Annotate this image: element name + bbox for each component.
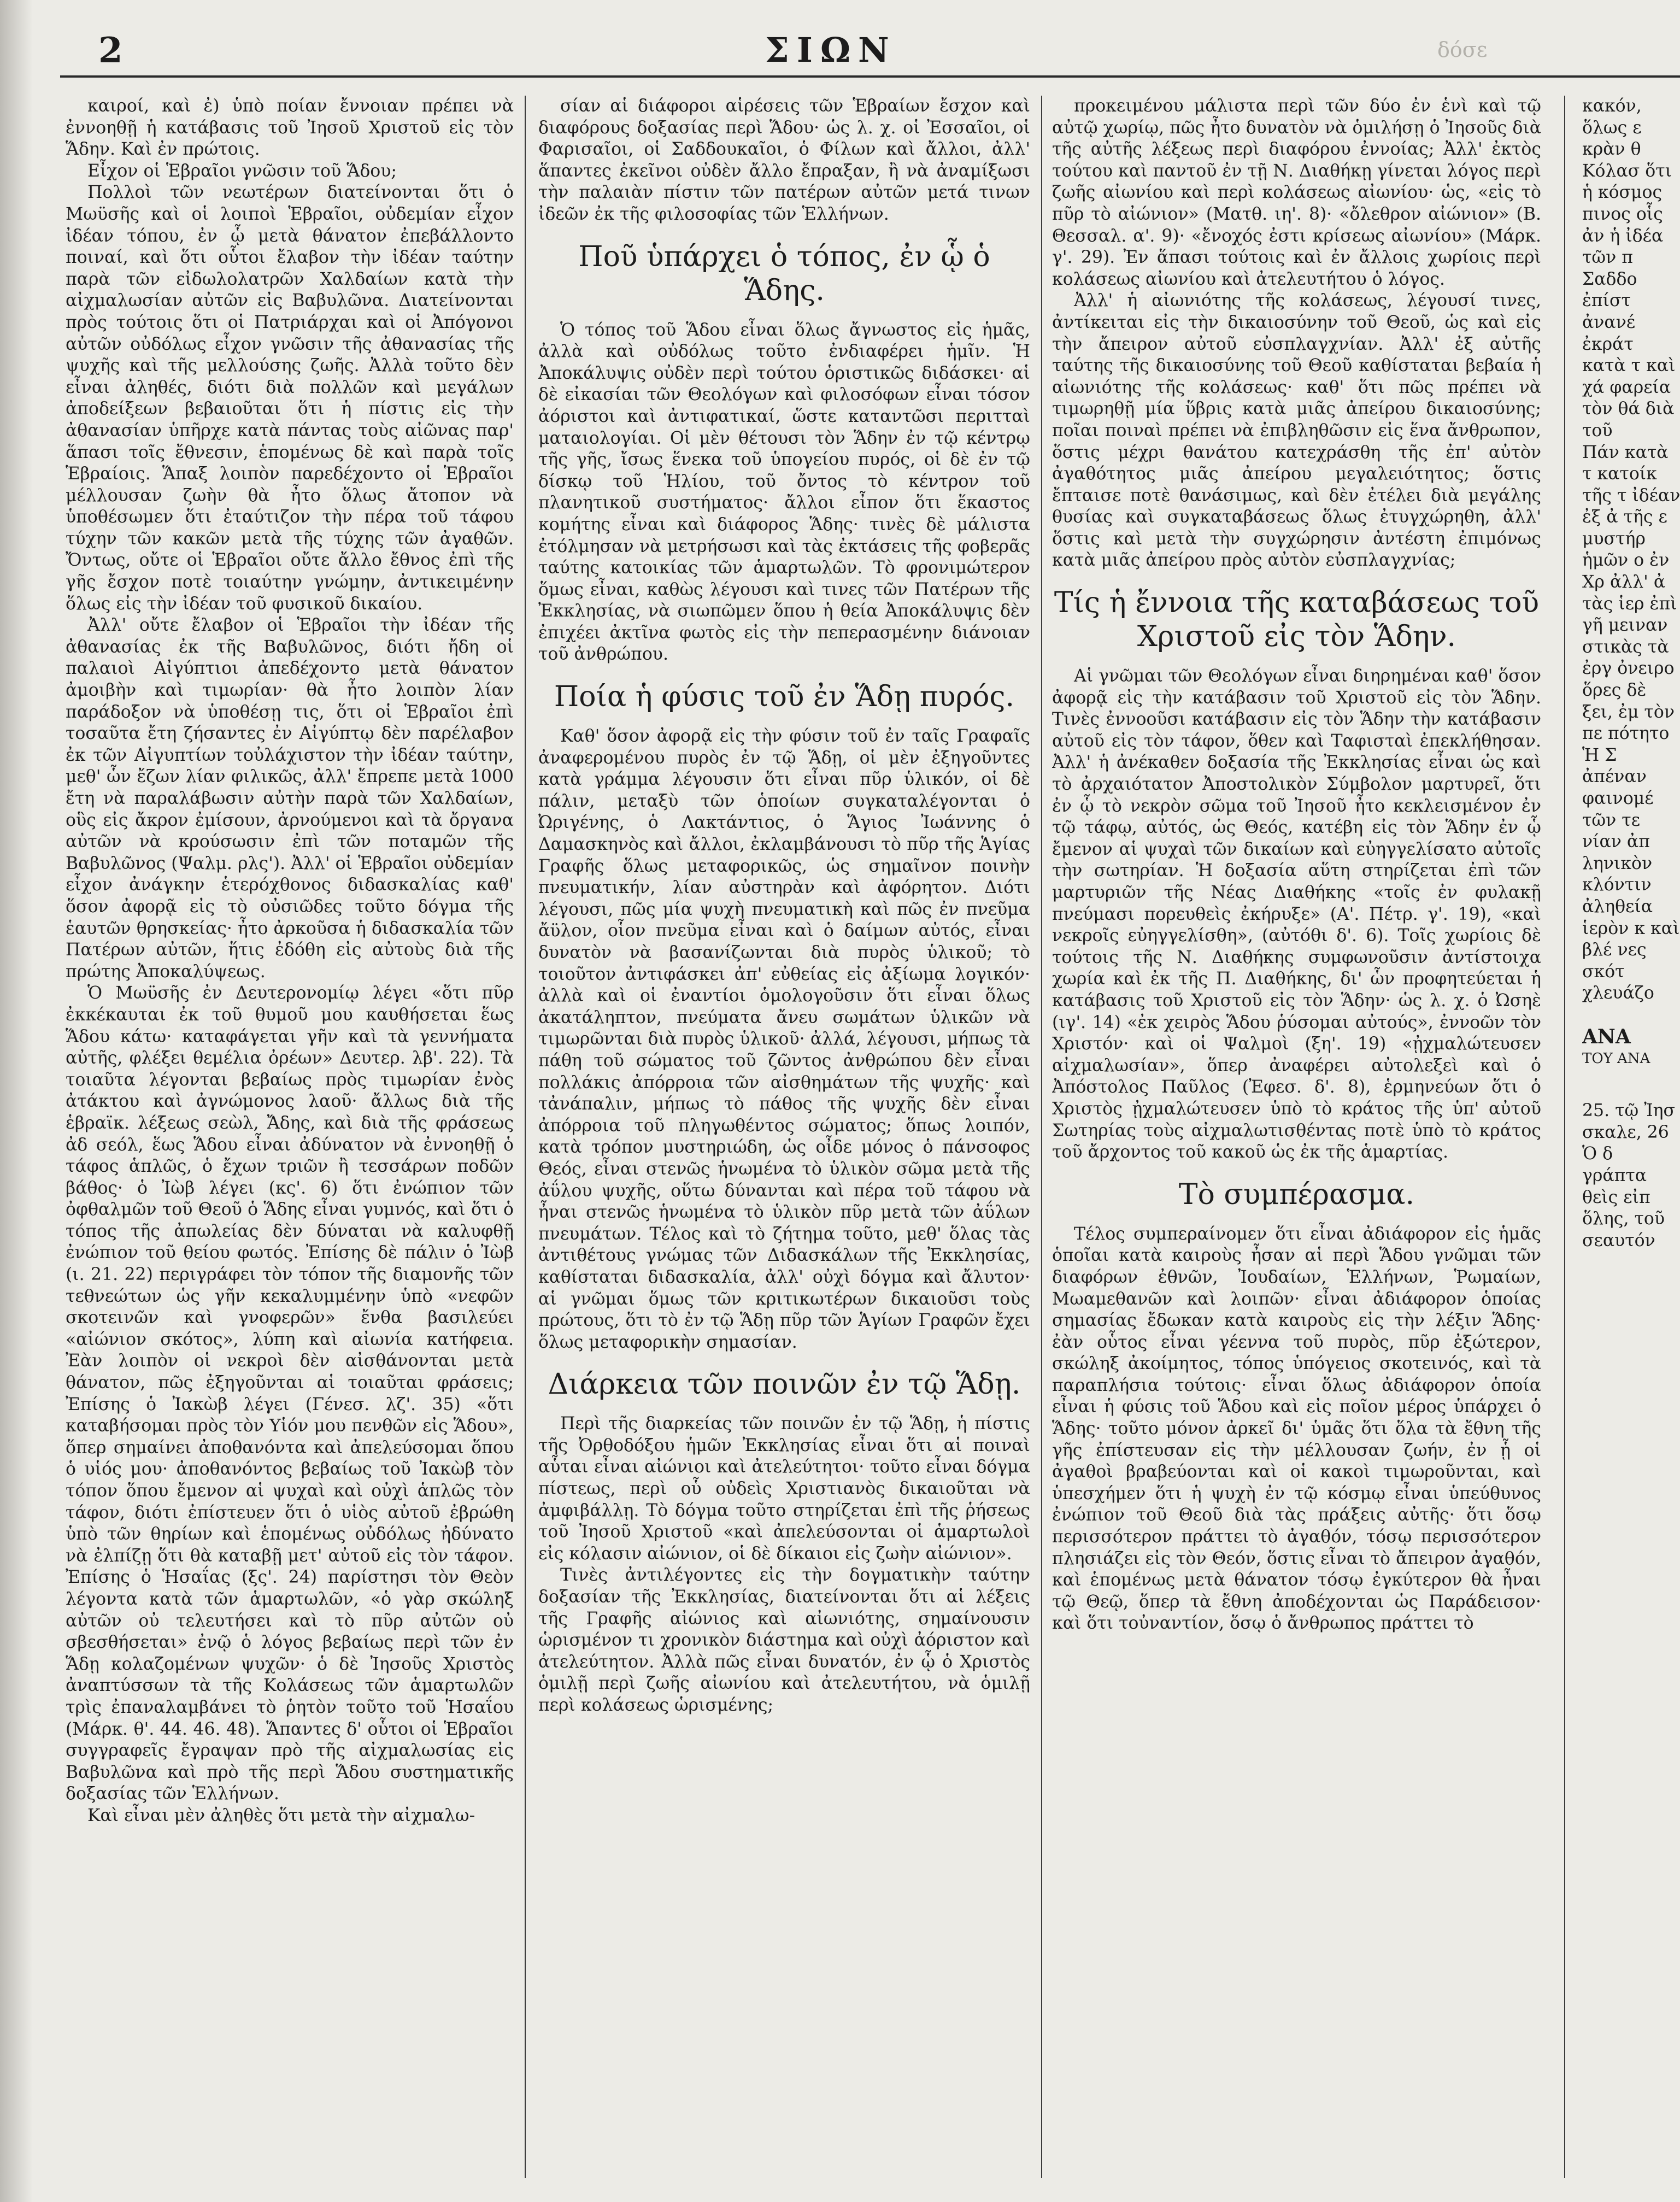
paragraph: σίαν αἱ διάφοροι αἱρέσεις τῶν Ἑβραίων ἔσχον καὶ διαφόρους δοξασίας περὶ Ἅδου· ὡς λ. χ. οἱ Ἐσσαῖοι, οἱ Φαρισαῖοι, οἱ Σαδδουκαῖοι, ὁ Φίλων καὶ ἄλλοι, ἀλλ' ἅπαντες ἐκεῖνοι οὐδὲν ἄλλο ἔπραξαν, ἢ νὰ ἀναμίξωσι τὴν παλαιὰν πίστιν τῶν πατέρων αὐτῶν μετά τινων ἰδεῶν ἐκ τῆς φιλοσοφίας τῶν Ἑλλήνων. xyxy=(538,96,1030,224)
section-heading: Ποῦ ὑπάρχει ὁ τόπος, ἐν ᾧ ὁ Ἅδης. xyxy=(578,240,990,307)
paragraph: Πολλοὶ τῶν νεωτέρων διατείνονται ὅτι ὁ Μωϋσῆς καὶ οἱ λοιποὶ Ἑβραῖοι, οὐδεμίαν εἶχον ἰδέαν τόπου, ἐν ᾧ μετὰ θάνατον ἐπεβάλλοντο ποιναί, καὶ ὅτι οὗτοι ἔλαβον τὴν ἰδέαν ταύτην παρὰ τῶν εἰδωλολατρῶν Χαλδαίων κατὰ τὴν αἰχμαλωσίαν αὐτῶν εἰς Βαβυλῶνα. Διατείνονται πρὸς τούτοις ὅτι οἱ Πατριάρχαι καὶ οἱ Ἀπόγονοι αὐτῶν οὐδόλως εἶχον γνῶσιν τῆς ἀθανασίας τῆς ψυχῆς καὶ τῆς μελλούσης ζωῆς. Ἀλλὰ τοῦτο δὲν εἶναι ἀληθές, διότι διὰ πολλῶν καὶ μεγάλων ἀποδείξεων βεβαιοῦται ὅτι ἡ πίστις εἰς τὴν ἀθανασίαν ὑπῆρχε κατὰ πάντας τοὺς αἰῶνας παρ' ἅπασι τοῖς ἔθνεσιν, ἑπομένως δὲ καὶ παρὰ τοῖς Ἑβραίοις. Ἅπαξ λοιπὸν παρεδέχοντο οἱ Ἑβραῖοι μέλλουσαν ζωὴν θὰ ἦτο ὅλως ἄτοπον νὰ ὑποθέσωμεν ὅτι ἐταύτιζον τὴν πέρα τοῦ τάφου τύχην τῶν κακῶν μετὰ τῆς τύχης τῶν ἀγαθῶν. Ὄντως, οὔτε οἱ Ἑβραῖοι οὔτε ἄλλο ἔθνος ἐπὶ τῆς γῆς ἔσχον ποτὲ τοιαύτην γνώμην, ἀντικειμένην ὅλως εἰς τὴν ἰδέαν τοῦ φυσικοῦ δικαίου. xyxy=(66,183,514,614)
column-divider xyxy=(525,96,526,2178)
cropped-text: Πάν κατὰ τ κατοίκ τῆς τ ἰδέαν ἐξ ἀ τῆς ε μυστήρ ἡμῶν ο ἐν Χρ ἀλλ' ἀ τὰς ἱερ ἐπὶ γῆ μειναν στικὰς τὰ ἐργ ὀνειρο ὅρες δὲ ξει, ἐμ τὸν πε πότητο xyxy=(1582,442,1680,744)
paragraph: Ἀλλ' οὔτε ἔλαβον οἱ Ἑβραῖοι τὴν ἰδέαν τῆς ἀθανασίας ἐκ τῆς Βαβυλῶνος, διότι ἤδη οἱ παλαιοὶ Αἰγύπτιοι ἀπεδέχοντο μετὰ θάνατον ἀμοιβὴν καὶ τιμωρίαν· θὰ ἦτο λοιπὸν λίαν παράδοξον νὰ ὑποθέσῃ τις, ὅτι οἱ Ἑβραῖοι ἐπὶ τοσαῦτα ἔτη ζήσαντες ἐν Αἰγύπτῳ δὲν παρέλαβον ἐκ τῶν Αἰγυπτίων τοὐλάχιστον τὴν ἰδέαν ταύτην, μεθ' ὧν ἔζων λίαν φιλικῶς, ἀλλ' ἔπρεπε μετὰ 1000 ἔτη νὰ παραλάβωσιν αὐτὴν παρὰ τῶν Χαλδαίων, οὓς εἰς ἄκρον ἐμίσουν, ἀρνούμενοι καὶ τὰ ὄργανα αὐτῶν νὰ κρούσωσιν ἐπὶ τῶν ποταμῶν τῆς Βαβυλῶνος (Ψαλμ. ρλς'). Ἀλλ' οἱ Ἑβραῖοι οὐδεμίαν εἶχον ἀνάγκην ἑτερόχθονος διδασκαλίας καθ' ὅσον ἀφορᾷ εἰς τὸ οὐσιῶδες τοῦτο δόγμα τῆς ἑαυτῶν θρησκείας· ἦτο ἀρκοῦσα ἡ διδασκαλία τῶν Πατέρων αὐτῶν, ἥτις ἐδόθη εἰς αὐτοὺς διὰ τῆς πρώτης Ἀποκαλύψεως. xyxy=(66,615,514,982)
paragraph: Τινὲς ἀντιλέγοντες εἰς τὴν δογματικὴν ταύτην δοξασίαν τῆς Ἐκκλησίας, διατείνονται ὅτι αἱ λέξεις τῆς Γραφῆς αἰώνιος καὶ αἰωνιότης, σημαίνουσιν ὡρισμένον τι χρονικὸν διάστημα καὶ οὐχὶ ἀόριστον καὶ ἀτελεύτητον. Ἀλλὰ πῶς εἶναι δυνατόν, ἐν ᾧ ὁ Χριστὸς ὁμιλῇ περὶ ζωῆς αἰωνίου καὶ ἀτελευτήτου, νὰ ὁμιλῇ περὶ κολάσεως ὡρισμένης; xyxy=(538,1565,1030,1715)
paragraph: Ὁ Μωϋσῆς ἐν Δευτερονομίῳ λέγει «ὅτι πῦρ ἐκκέκαυται ἐκ τοῦ θυμοῦ μου καυθήσεται ἕως Ἅδου κάτω· καταφάγεται γῆν καὶ τὰ γεννήματα αὐτῆς, φλέξει θεμέλια ὀρέων» Δευτερ. λβ'. 22). Τὰ τοιαῦτα λέγονται βεβαίως πρὸς τιμωρίαν ἐνὸς ἀτάκτου καὶ ἀγνώμονος λαοῦ· ἄλλως διὰ τῆς ἑβραϊκ. λέξεως σεὼλ, Ἄδης, καὶ διὰ τῆς φράσεως ἀδ σεόλ, ἕως Ἅδου εἶναι ἀδύνατον νὰ ἐννοηθῇ ὁ τάφος ἁπλῶς, ὁ ἔχων τριῶν ἢ τεσσάρων ποδῶν βάθος· ὁ Ἰὼβ λέγει (κς'. 6) ὅτι ἐνώπιον τῶν ὀφθαλμῶν τοῦ Θεοῦ ὁ Ἅδης εἶναι γυμνός, καὶ ὅτι ὁ τόπος τῆς ἀπωλείας δὲν δύναται νὰ καλυφθῇ ἐνώπιον τοῦ θείου φωτός. Ἐπίσης δὲ πάλιν ὁ Ἰὼβ (ι. 21. 22) περιγράφει τὸν τόπον τῆς διαμονῆς τῶν τεθνεώτων ὡς γῆν κεκαλυμμένην ὑπὸ «νεφῶν σκοτεινῶν καὶ γνοφερῶν» ἔνθα βασιλεύει «αἰώνιον σκότος», λύπη καὶ αἰωνία κατήφεια. Ἐὰν λοιπὸν οἱ νεκροὶ δὲν αἰσθάνονται μετὰ θάνατον, πῶς ἐξηγοῦνται αἱ τοιαῦται φράσεις; Ἐπίσης ὁ Ἰακὼβ λέγει (Γένεσ. λζ'. 35) «ὅτι καταβήσομαι πρὸς τὸν Υἱόν μου πενθῶν εἰς Ἅδου», ὅπερ σημαίνει ἀποθανόντα καὶ ἀπελεύσομαι ὅπου ὁ υἱός μου· ἀποθανόντος βεβαίως τοῦ Ἰακὼβ τὸν τόπον ὅπου ἔμενον αἱ ψυχαὶ καὶ οὐχὶ ἁπλῶς τὸν τάφον, διότι ἐπίστευεν ὅτι ὁ υἱὸς αὐτοῦ ἐβρώθη ὑπὸ τῶν θηρίων καὶ ἑπομένως οὐδόλως ἠδύνατο νὰ ἐλπίζῃ ὅτι θὰ καταβῇ μετ' αὐτοῦ εἰς τὸν τάφον. Ἐπίσης ὁ Ἡσαΐας (ξς'. 24) παρίστησι τὸν Θεὸν λέγοντα κατὰ τῶν ἁμαρτωλῶν, «ὁ γὰρ σκώληξ αὐτῶν οὐ τελευτήσει καὶ τὸ πῦρ αὐτῶν οὐ σβεσθήσεται» ἐνῷ ὁ λόγος βεβαίως περὶ τῶν ἐν Ἅδῃ κολαζομένων ψυχῶν· ὁ δὲ Ἰησοῦς Χριστὸς ἀναπτύσσων τὰ τῆς Κολάσεως τῶν ἁμαρτωλῶν τρὶς ἐπαναλαμβάνει τὸ ῥητὸν τοῦτο τοῦ Ἡσαΐου (Μάρκ. θ'. 44. 46. 48). Ἅπαντες δ' οὗτοι οἱ Ἑβραῖοι συγγραφεῖς ἔγραψαν πρὸ τῆς αἰχμαλωσίας εἰς Βαβυλῶνα καὶ πρὸ τῆς περὶ Ἅδου συστηματικῆς δοξασίας τῶν Ἑλλήνων. xyxy=(66,983,514,1804)
section-heading: Τίς ἡ ἔννοια τῆς καταβάσεως τοῦ Χριστοῦ εἰς τὸν Ἅδην. xyxy=(1054,586,1540,654)
cropped-text: Ἡ Σ ἀπέναν φαινομέ τῶν τε νίαν ἀπ ληνικὸν κλόντιν ἀληθεία ἱερὸν κ καὶ βλέ νες σκότ χλευάζο xyxy=(1582,745,1680,1003)
paragraph: προκειμένου μάλιστα περὶ τῶν δύο ἐν ἑνὶ καὶ τῷ αὐτῷ χωρίῳ, πῶς ἦτο δυνατὸν νὰ ὁμιλήσῃ ὁ Ἰησοῦς διὰ τῆς αὐτῆς λέξεως περὶ διαφόρου ἐννοίας; Ἀλλ' ἐκτὸς τούτου καὶ παντοῦ ἐν τῇ Ν. Διαθήκῃ γίνεται λόγος περὶ ζωῆς αἰωνίου καὶ περὶ κολάσεως αἰωνίου· ὡς, «εἰς τὸ πῦρ τὸ αἰώνιον» (Ματθ. ιη'. 8)· «ὄλεθρον αἰώνιον» (Β. Θεσσαλ. α'. 9)· «ἔνοχός ἐστι κρίσεως αἰωνίου» (Μάρκ. γ'. 29). Ἐν ἅπασι τούτοις καὶ ἐν ἄλλοις χωρίοις περὶ κολάσεως αἰωνίου καὶ ἀτελευτήτου ὁ λόγος. xyxy=(1052,96,1541,289)
page-edge-shadow xyxy=(0,0,33,2202)
paragraph: Περὶ τῆς διαρκείας τῶν ποινῶν ἐν τῷ Ἅδῃ, ἡ πίστις τῆς Ὀρθοδόξου ἡμῶν Ἐκκλησίας εἶναι ὅτι αἱ ποιναὶ αὗται εἶναι αἰώνιοι καὶ ἀτελεύτητοι· τοῦτο εἶναι δόγμα πίστεως, περὶ οὗ οὐδεὶς Χριστιανὸς δικαιοῦται νὰ ἀμφιβάλλῃ. Τὸ δόγμα τοῦτο στηρίζεται ἐπὶ τῆς ῥήσεως τοῦ Ἰησοῦ Χριστοῦ «καὶ ἀπελεύσονται οἱ ἁμαρτωλοὶ εἰς κόλασιν αἰώνιον, οἱ δὲ δίκαιοι εἰς ζωὴν αἰώνιον». xyxy=(538,1414,1030,1564)
paragraph: Καὶ εἶναι μὲν ἀληθὲς ὅτι μετὰ τὴν αἰχμαλω- xyxy=(87,1805,475,1825)
paragraph: Ὁ τόπος τοῦ Ἅδου εἶναι ὅλως ἄγνωστος εἰς ἡμᾶς, ἀλλὰ καὶ οὐδόλως τοῦτο ἐνδιαφέρει ἡμῖν. Ἡ Ἀποκάλυψις οὐδὲν περὶ τούτου ὁριστικῶς διδάσκει· αἱ δὲ εἰκασίαι τῶν Θεολόγων καὶ φιλοσόφων εἶναι τόσον ἀόριστοι καὶ ἀντιφατικαί, ὥστε καταντῶσι περιτταὶ ματαιολογίαι. Οἱ μὲν θέτουσι τὸν Ἅδην ἐν τῷ κέντρῳ τῆς γῆς, ἴσως ἕνεκα τοῦ ὑπογείου πυρός, οἱ δὲ ἐν τῷ δίσκῳ τοῦ Ἡλίου, τοῦ ὄντος τὸ κέντρον τοῦ πλανητικοῦ συστήματος· ἄλλοι εἶπον ὅτι ἕκαστος κομήτης εἶναι καὶ διάφορος Ἅδης· τινὲς δὲ μάλιστα ἐτόλμησαν νὰ μετρήσωσι καὶ τὰς ἐκτάσεις τῆς φοβερᾶς ταύτης κατοικίας τῶν ἁμαρτωλῶν. Τὸ φρονιμώτερον ὅμως εἶναι, καθὼς λέγουσι καὶ τινες τῶν Πατέρων τῆς Ἐκκλησίας, νὰ σιωπῶμεν ὅπου ἡ θεία Ἀποκάλυψις δὲν ἐπιχέει ἀκτῖνα φωτὸς εἰς τὴν πεπερασμένην διάνοιαν τοῦ ἀνθρώπου. xyxy=(538,320,1030,665)
cropped-subheading: ΤΟΥ ΑΝΑ xyxy=(1582,1050,1650,1067)
section-heading: Τὸ συμπέρασμα. xyxy=(1178,1178,1415,1211)
cropped-text: 25. τῷ Ἰησ σκαλε, 26 Ὁ δ γράπτα θεὶς εἰπ ὅλης, τοῦ σεαυτόν xyxy=(1582,1101,1676,1250)
column-divider xyxy=(1041,96,1042,2178)
column-2 xyxy=(538,96,1030,2183)
paragraph: καιροί, καὶ ἐ) ὑπὸ ποίαν ἔννοιαν πρέπει νὰ ἐννοηθῇ ἡ κατάβασις τοῦ Ἰησοῦ Χριστοῦ εἰς τὸν Ἅδην. Καὶ ἐν πρώτοις. xyxy=(66,96,514,160)
cropped-heading: ΑΝΑ xyxy=(1582,1025,1631,1048)
column-divider xyxy=(1564,96,1565,2178)
column-3 xyxy=(1052,96,1541,2183)
column-4-cropped xyxy=(1582,96,1680,2183)
page-header xyxy=(66,30,1678,74)
section-heading: Διάρκεια τῶν ποινῶν ἐν τῷ Ἅδῃ. xyxy=(548,1368,1021,1401)
faded-header-text: δόσε xyxy=(1437,38,1488,62)
paragraph: Εἶχον οἱ Ἑβραῖοι γνῶσιν τοῦ Ἅδου; xyxy=(87,161,397,181)
cropped-text: κακόν, ὅλως ε κρὰν θ Κόλασ ὅτι ἡ κόσμος πινος οἷς ἀν ἡ ἰδέα τῶν π Σαδδο ἐπίστ ἀνανέ ἐκράτ κατὰ τ καὶ χά φαρεία τὸν θά διὰ τοῦ xyxy=(1582,96,1676,441)
section-heading: Ποία ἡ φύσις τοῦ ἐν Ἅδῃ πυρός. xyxy=(554,680,1015,714)
paragraph: Τέλος συμπεραίνομεν ὅτι εἶναι ἀδιάφορον εἰς ἡμᾶς ὁποῖαι κατὰ καιροὺς ἦσαν αἱ περὶ Ἅδου γνῶμαι τῶν διαφόρων ἐθνῶν, Ἰουδαίων, Ἑλλήνων, Ῥωμαίων, Μωαμεθανῶν καὶ λοιπῶν· εἶναι ἀδιάφορον ὁποίας σημασίας ἔδωκαν κατὰ καιροὺς εἰς τὴν λέξιν Ἅδης· ἐὰν οὗτος εἶναι γέεννα τοῦ πυρὸς, πῦρ ἐξώτερον, σκώληξ ἀκοίμητος, τόπος ὑπόγειος σκοτεινός, καὶ τὰ παραπλήσια τούτοις· εἶναι ὅλως ἀδιάφορον ὁποία εἶναι ἡ φύσις τοῦ Ἅδου καὶ εἰς ποῖον μέρος ὑπάρχει ὁ Ἅδης· τοῦτο μόνον ἀρκεῖ δι' ὑμᾶς ὅτι ὅλα τὰ ἔθνη τῆς γῆς ἐπίστευσαν εἰς τὴν μέλλουσαν ζωήν, ἐν ᾗ οἱ ἀγαθοὶ βραβεύονται καὶ οἱ κακοὶ τιμωροῦνται, καὶ ὑπεσχήμεν ὅτι ἡ ψυχὴ ἐν τῷ κόσμῳ εἶναι ὑπεύθυνος ἐνώπιον τοῦ Θεοῦ διὰ τὰς πράξεις αὐτῆς· ὅτι ὅσῳ περισσότερον πράττει τὸ ἀγαθόν, τόσῳ περισσότερον πλησιάζει εἰς τὸν Θεόν, ὅστις εἶναι τὸ ἄπειρον ἀγαθόν, καὶ ἑπομένως μετὰ θάνατον τόσῳ ἐγκύτερον θὰ ἦναι τῷ Θεῷ, ὅπερ τὰ ἔθνη ἀποδέχονται ὡς Παράδεισον· καὶ ὅτι τοὐναντίον, ὅσῳ ὁ ἄνθρωπος πράττει τὸ xyxy=(1052,1224,1541,1634)
paragraph: Αἱ γνῶμαι τῶν Θεολόγων εἶναι διηρημέναι καθ' ὅσον ἀφορᾷ εἰς τὴν κατάβασιν τοῦ Χριστοῦ εἰς τὸν Ἅδην. Τινὲς ἐννοοῦσι κατάβασιν εἰς τὸν Ἅδην τὴν κατάβασιν αὐτοῦ εἰς τὸν τάφον, ὅθεν καὶ Ταφισταὶ ἐπεκλήθησαν. Ἀλλ' ἡ ἀνέκαθεν δοξασία τῆς Ἐκκλησίας εἶναι ὡς καὶ τὸ ἀρχαιότατον Ἀποστολικὸν Σύμβολον μαρτυρεῖ, ὅτι ἐν ᾧ τὸ νεκρὸν σῶμα τοῦ Ἰησοῦ ἦτο κεκλεισμένον ἐν τῷ τάφῳ, αὐτός, ὡς Θεός, κατέβη εἰς τὸν Ἅδην ἐν ᾧ ἔμενον αἱ ψυχαὶ τῶν δικαίων καὶ εὐηγγελίσατο αὐτοῖς τὴν σωτηρίαν. Ἡ δοξασία αὕτη στηρίζεται ἐπὶ τῶν μαρτυριῶν τῆς Νέας Διαθήκης «τοῖς ἐν φυλακῇ πνεύμασι πορευθεὶς ἐκήρυξε» (Α'. Πέτρ. γ'. 19), «καὶ νεκροῖς εὐηγγελίσθη», (αὐτόθι δ'. 6). Τοῖς χωρίοις δὲ τούτοις τῆς Ν. Διαθήκης συμφωνοῦσιν ἀντίστοιχα χωρία καὶ ἐκ τῆς Π. Διαθήκης, δι' ὧν προφητεύεται ἡ κατάβασις τοῦ Χριστοῦ εἰς τὸν Ἅδην· ὡς λ. χ. ὁ Ὠσηὲ (ιγ'. 14) «ἐκ χειρὸς Ἅδου ῥύσομαι αὐτούς», ἐννοῶν τὸν Χριστόν· καὶ οἱ Ψαλμοὶ (ξη'. 19) «ᾐχμαλώτευσεν αἰχμαλωσίαν», ὅπερ ἀναφέρει αὐτολεξεὶ καὶ ὁ Ἀπόστολος Παῦλος (Ἐφεσ. δ'. 8), ἑρμηνεύων ὅτι ὁ Χριστὸς ᾐχμαλώτευσεν ὑπὸ τὸ κράτος τῆς ὑπ' αὐτοῦ Σωτηρίας τοὺς αἰχμαλωτισθέντας ποτὲ ὑπὸ τὸ κράτος τοῦ ἄρχοντος τοῦ κακοῦ ὡς ἐκ τῆς ἁμαρτίας. xyxy=(1052,666,1541,1162)
paragraph: Καθ' ὅσον ἀφορᾷ εἰς τὴν φύσιν τοῦ ἐν ταῖς Γραφαῖς ἀναφερομένου πυρὸς ἐν τῷ Ἅδῃ, οἱ μὲν ἐξηγοῦντες κατὰ γράμμα λέγουσιν ὅτι εἶναι πῦρ ὑλικόν, οἱ δὲ πάλιν, μεταξὺ τῶν ὁποίων συγκαταλέγονται ὁ Ὠριγένης, ὁ Λακτάντιος, ὁ Ἅγιος Ἰωάννης ὁ Δαμασκηνὸς καὶ ἄλλοι, ἐκλαμβάνουσι τὸ πῦρ τῆς Ἁγίας Γραφῆς ὅλως μεταφορικῶς, ὡς σημαῖνον ποινὴν πνευματικήν, λίαν αὐστηρὰν καὶ ἀφόρητον. Διότι λέγουσι, πῶς μία ψυχὴ πνευματικὴ καὶ πῶς ἐν πνεῦμα ἄϋλον, οἷον πνεῦμα εἶναι καὶ ὁ δαίμων αὐτός, εἶναι δυνατὸν νὰ βασανίζωνται διὰ πυρὸς ὑλικοῦ; τὸ τοιοῦτον ἀντιφάσκει ἀπ' εὐθείας εἰς ἀξίωμα λογικόν· ἀλλὰ καὶ οἱ ἐναντίοι ὁμολογοῦσιν ὅτι εἶναι ὅλως ἀκατάληπτον, πνεύματα ἄνευ σωμάτων ὑλικῶν νὰ τιμωρῶνται διὰ πυρὸς ὑλικοῦ· ἀλλά, λέγουσι, μήπως τὰ πάθη τοῦ σώματος τοῦ ζῶντος ἀνθρώπου δὲν εἶναι πολλάκις ἀπόρροια τῶν αἰσθημάτων τῆς ψυχῆς· καὶ τἀνάπαλιν, μήπως τὸ πάθος τῆς ψυχῆς δὲν εἶναι ἀπόρροια τοῦ πληγωθέντος σώματος; ὅπως λοιπόν, κατὰ τρόπον μυστηριώδη, ὡς οἶδε μόνος ὁ πάνσοφος Θεός, εἶναι στενῶς ἡνωμένα τὸ ὑλικὸν σῶμα μετὰ τῆς ἀΰλου ψυχῆς, οὕτω δύνανται καὶ πέρα τοῦ τάφου νὰ ἦναι στενῶς ἡνωμένα τὸ ὑλικὸν πῦρ μετὰ τῶν ἀΰλων πνευμάτων. Τέλος καὶ τὸ ζήτημα τοῦτο, μεθ' ὅλας τὰς ἀντιθέτους γνώμας τῶν Διδασκάλων τῆς Ἐκκλησίας, καθίσταται διδασκαλία, ἀλλ' οὐχὶ δόγμα καὶ ἄλυτον· αἱ γνῶμαι ὅμως τῶν κριτικωτέρων δικαιοῦσι τοὺς πρώτους, ὅτι τὸ ἐν τῷ Ἅδῃ πῦρ τῶν Ἁγίων Γραφῶν ἔχει ὅλως μεταφορικὴν σημασίαν. xyxy=(538,726,1030,1352)
page-number: 2 xyxy=(98,30,123,71)
paragraph: Ἀλλ' ἡ αἰωνιότης τῆς κολάσεως, λέγουσί τινες, ἀντίκειται εἰς τὴν δικαιοσύνην τοῦ Θεοῦ, ὡς καὶ εἰς τὴν ἄπειρον αὐτοῦ εὐσπλαγχνίαν. Ἀλλ' ἐξ αὐτῆς ταύτης τῆς δικαιοσύνης τοῦ Θεοῦ καθίσταται βεβαία ἡ αἰωνιότης τῆς κολάσεως· καθ' ὅτι πῶς πρέπει νὰ τιμωρηθῇ μία ὕβρις κατὰ μιᾶς ἀπείρου δικαιοσύνης; ποῖαι ποιναὶ πρέπει νὰ ἐπιβληθῶσιν εἰς ἕνα ἄνθρωπον, ὅστις μέχρι θανάτου κατεχράσθη τῆς ἐπ' αὐτὸν ἀγαθότητος μιᾶς ἀπείρου μεγαλειότητος; ὅστις ἔπταισε ποτὲ θανάσιμως, καὶ δὲν ἐτέλει διὰ μεγάλης θυσίας καὶ συγκαταβάσεως ὅλως ἐτυγχώρηθη, ἀλλ' ὅστις καὶ μετὰ τὴν συγχώρησιν ἀντέστη ἐπιμόνως κατὰ μιᾶς ἀπείρου πρὸς αὐτὸν εὐσπλαγχνίας; xyxy=(1052,291,1541,571)
masthead-title: ΣΙΩΝ xyxy=(765,30,897,70)
header-rule xyxy=(60,75,1680,78)
column-1 xyxy=(66,96,514,2183)
